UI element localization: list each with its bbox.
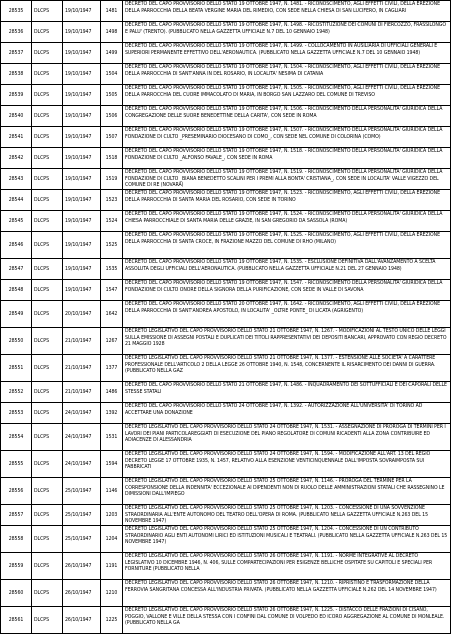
table-row [1,190,451,211]
act-description: DECRETO DEL CAPO PROVVISORIO DELLO STATO 21 OTTOBRE 1947, N. 1486. - INQUADRAMENTO DEI SOTTUFFICIALI E DEI CAPORALI DELLE STESSE STATALI [123,382,451,403]
act-type-code: DLCPS [32,478,63,505]
act-date: 26/10/1947 [63,553,101,580]
act-description: DECRETO LEGISLATIVO DEL CAPO PROVVISORIO DELLO STATO 26 OTTOBRE 1947, N. 1225. - DISTACCO DELLE FRAZIONI DI CISANO, POGGIO, VALLONE E VILLE DELLA STESSA CON I CONFINI DAL COMUNE DI VOLPEDO ED ICORO AGGREGAZIONE AL COMUNE DI MONLEALE. (PUBBLICATO NELLA GA [123,607,451,634]
act-description: DECRETO DEL CAPO PROVVISORIO DELLO STATO 19 OTTOBRE 1947, N. 1535. - ESCLUSIONE DEFINITIVA DALL'AVANZAMENTO A SCELTA ASSOLUTA DEGLI UFFICIALI DELL'AERONAUTICA. (PUBBLICATO NELLA GAZZETTA UFFICIALE N.21 DEL 27 GENNAIO 1948) [123,259,451,280]
act-date: 25/10/1947 [63,526,101,553]
act-number: 1519 [101,169,123,190]
act-type-code: DLCPS [32,259,63,280]
act-type-code: DLCPS [32,355,63,382]
act-type-code: DLCPS [32,424,63,451]
act-date: 24/10/1947 [63,403,101,424]
act-date: 19/10/1947 [63,43,101,64]
entry-number: 28551 [1,355,32,382]
act-number: 1547 [101,280,123,301]
act-number: 1594 [101,451,123,478]
table-row [1,424,451,451]
act-date: 25/10/1947 [63,478,101,505]
entry-number: 28558 [1,526,32,553]
act-description: DECRETO LEGISLATIVO DEL CAPO PROVVISORIO DELLO STATO 24 OTTOBRE 1947, N. 1594. - MODIFICAZIONE ALL'ART. 13 DEL REGIO DECRETO LEGGE 17 OTTOBRE 1935, N. 1457, RELATIVO ALLA ESENZIONE VENTICINQUENNALE DALL'IMPOSTA SOVRAIMPOSTA SUI FABBRICATI [123,451,451,478]
table-row [1,211,451,232]
act-number: 1505 [101,85,123,106]
act-date: 19/10/1947 [63,1,101,22]
act-type-code: DLCPS [32,607,63,634]
entry-number: 28550 [1,328,32,355]
act-date: 25/10/1947 [63,505,101,526]
act-number: 1525 [101,232,123,259]
entry-number: 28549 [1,301,32,328]
act-type-code: DLCPS [32,22,63,43]
entry-number: 28560 [1,580,32,607]
act-number: 1146 [101,478,123,505]
table-row [1,301,451,328]
table-row [1,328,451,355]
act-type-code: DLCPS [32,43,63,64]
act-date: 19/10/1947 [63,280,101,301]
act-description: DECRETO DEL CAPO PROVVISORIO DELLO STATO 19 OTTOBRE 1947, N. 1481. - RICONOSCIMENTO, AGLI EFFETTI CIVILI, DELLA EREZIONE DELLA PARROCCHIA DELLA BEATA VERGINE MARIA DEL RIMEDIO, CON SEDE NELLA CHIESA DI SAN LUCIFERO, IN CAGLIARI [123,1,451,22]
act-type-code: DLCPS [32,64,63,85]
entry-number: 28559 [1,553,32,580]
act-description: DECRETO LEGISLATIVO DEL CAPO PROVVISORIO DELLO STATO 25 OTTOBRE 1947, N. 1146. - PROROGA DEL TERMINE PER LA CORRESPONSIONE DELLA INDENNITA' ECCEZIONALE AI DIPENDENTI NON DI RUOLO DELLE AMMINISTRAZIONI STATALI CHE RASSEGNINO LE DIMISSIONI DALL'IMPIEGO [123,478,451,505]
act-number: 1210 [101,580,123,607]
act-description: DECRETO LEGISLATIVO DEL CAPO PROVVISORIO DELLO STATO 21 OTTOBRE 1947, N. 1377. - ESTENSIONE ALLE SOCIETA' A CARATTERE PROFESSIONALE DELL'ARTICOLO 2 DELLA LEGGE 26 OTTOBRE 1940, N. 1548, CONCERNENTE IL RISARCIMENTO DEI DANNI DI GUERRA. (PUBBLICATO NELLA GAZ [123,355,451,382]
act-number: 1507 [101,127,123,148]
act-number: 1504 [101,64,123,85]
act-description: DECRETO DEL CAPO PROVVISORIO DELLO STATO 19 OTTOBRE 1947, N. 1499. - COLLOCAMENTO IN AUSILIARIA DI UFFICIALI GENERALI E SUPERIORI PERMANENTE EFFETTIVO DELL'AERONAUTICA. (PUBBLICATO NELLA GAZZETTA UFFICIALE N.7 DEL 10 GENNAIO 1948) [123,43,451,64]
entry-number: 28557 [1,505,32,526]
entry-number: 28545 [1,211,32,232]
act-number: 1535 [101,259,123,280]
act-description: DECRETO DEL CAPO PROVVISORIO DELLO STATO 19 OTTOBRE 1947, N. 1504. - RICONOSCIMENTO, AGLI EFFETTI CIVILI, DELLA EREZIONE DELLA PARROCCHIA DI SANT'ANNA IN DEL ROSARIO, IN LOCALITA' NESIMA DI CATANIA [123,64,451,85]
act-description: DECRETO LEGISLATIVO DEL CAPO PROVVISORIO DELLO STATO 24 OTTOBRE 1947, N. 1531. - ASSEGNAZIONE DI PROROGA DI TERMINI PER I LAVORI DEI PIANI PARTICOLAREGGIATI DI ESECUZIONE DEL PIANO REGOLATORE DI COMUNI RICADENTI ALLA ZONA CONTRIBUIRE ED ADIACENZE DI ALESSANDRIA [123,424,451,451]
act-type-code: DLCPS [32,280,63,301]
act-number: 1392 [101,403,123,424]
table-row [1,382,451,403]
entry-number: 28537 [1,43,32,64]
act-type-code: DLCPS [32,382,63,403]
act-type-code: DLCPS [32,328,63,355]
entry-number: 28542 [1,148,32,169]
act-number: 1377 [101,355,123,382]
act-description: DECRETO DEL CAPO PROVVISORIO DELLO STATO 19 OTTOBRE 1947, N. 1498. - RICOSTITUZIONE DEI COMUNI DI FIERCOZZO, FRASSILONGO E PALU' (TRENTO). (PUBBLICATO NELLA GAZZETTA UFFICIALE N.7 DEL 10 GENNAIO 1948) [123,22,451,43]
table-row [1,232,451,259]
act-type-code: DLCPS [32,85,63,106]
act-type-code: DLCPS [32,580,63,607]
act-number: 1498 [101,22,123,43]
act-date: 19/10/1947 [63,148,101,169]
table-row [1,478,451,505]
entry-number: 28555 [1,451,32,478]
act-date: 20/10/1947 [63,301,101,328]
table-row [1,580,451,607]
act-description: DECRETO DEL CAPO PROVVISORIO DELLO STATO 19 OTTOBRE 1947, N. 1519. - RICONOSCIMENTO DELLA PERSONALITA' GIURIDICA DELLA FONDAZIONE DI CULTO _BIANA BENEDETTO SCALINI PER I PREMI ALLA BONTA' CRISTIANA_, CON SEDE IN LOCALITA' VALLE VIGEZZO DEL COMUNE DI RE (NOVARA) [123,169,451,190]
act-date: 19/10/1947 [63,169,101,190]
table-row [1,259,451,280]
act-number: 1642 [101,301,123,328]
table-row [1,127,451,148]
act-date: 26/10/1947 [63,607,101,634]
act-type-code: DLCPS [32,301,63,328]
entry-number: 28535 [1,1,32,22]
act-description: DECRETO DEL CAPO PROVVISORIO DELLO STATO 19 OTTOBRE 1947, N. 1505. - RICONOSCIMENTO, AGLI EFFETTI CIVILI, DELLA EREZIONE DELLA PARROCCHIA DEL CUORE IMMACOLATO DI MARIA, IN BORGO SAN LAZZARO DEL COMUNE DI TREVISO [123,85,451,106]
act-type-code: DLCPS [32,211,63,232]
table-row [1,526,451,553]
act-type-code: DLCPS [32,451,63,478]
act-number: 1506 [101,106,123,127]
act-type-code: DLCPS [32,169,63,190]
table-row [1,64,451,85]
act-date: 21/10/1947 [63,382,101,403]
act-description: DECRETO DEL CAPO PROVVISORIO DELLO STATO 19 OTTOBRE 1947, N. 1523. - RICONOSCIMENTO, AGLI EFFETTI CIVILI, DELLA EREZIONE DELLA PARROCCHIA DI SANTA MARIA DEL ROSARIO, CON SEDE IN TORINO [123,190,451,211]
act-number: 1524 [101,211,123,232]
act-number: 1486 [101,382,123,403]
entry-number: 28540 [1,106,32,127]
act-number: 1499 [101,43,123,64]
entry-number: 28561 [1,607,32,634]
act-date: 19/10/1947 [63,190,101,211]
act-date: 19/10/1947 [63,22,101,43]
entry-number: 28538 [1,64,32,85]
table-row [1,607,451,634]
act-type-code: DLCPS [32,403,63,424]
act-date: 19/10/1947 [63,85,101,106]
table-row [1,280,451,301]
entry-number: 28539 [1,85,32,106]
act-description: DECRETO DEL CAPO PROVVISORIO DELLO STATO 19 OTTOBRE 1947, N. 1507. - RICONOSCIMENTO DELLA PERSONALITA' GIURIDICA DELLA FONDAZIONE DI CULTO _PRESEMINARIO DIOCESANO DI COMO_, CON SEDE NEL COMUNE DI COLORINA (COMO) [123,127,451,148]
act-date: 19/10/1947 [63,127,101,148]
entry-number: 28546 [1,232,32,259]
act-description: DECRETO DEL CAPO PROVVISORIO DELLO STATO 19 OTTOBRE 1947, N. 1547. - RICONOSCIMENTO DELLA PERSONALITA' GIURIDICA DELLA FONDAZIONE DI CULTO ONORE DELLA SIGNORA DELLA PURIFICAZIONE, CON SEDE IN VALLE DI SAVONA [123,280,451,301]
table-row [1,355,451,382]
act-date: 19/10/1947 [63,106,101,127]
entry-number: 28544 [1,190,32,211]
act-type-code: DLCPS [32,127,63,148]
act-number: 1191 [101,553,123,580]
entry-number: 28536 [1,22,32,43]
act-date: 26/10/1947 [63,580,101,607]
act-date: 21/10/1947 [63,328,101,355]
entry-number: 28543 [1,169,32,190]
act-description: DECRETO LEGISLATIVO DEL CAPO PROVVISORIO DELLO STATO 25 OTTOBRE 1947, N. 1203. - CONCESSIONE DI UNA SOVVENZIONE STRAORDINARIA ALL'ENTE AUTONOMO DEL TEATRO DELL'OPERA DI ROMA. (PUBBLICATO NELLA GAZZETTA UFFICIALE N.263 DEL 15 NOVEMBRE 1947) [123,505,451,526]
table-row [1,22,451,43]
entry-number: 28554 [1,424,32,451]
table-row [1,505,451,526]
table-row [1,43,451,64]
act-date: 19/10/1947 [63,64,101,85]
act-number: 1481 [101,1,123,22]
entry-number: 28556 [1,478,32,505]
act-description: DECRETO DEL CAPO PROVVISORIO DELLO STATO 19 OTTOBRE 1947, N. 1525. - RICONOSCIMENTO, AGLI EFFETTI CIVILI, DELLA EREZIONE DELLA PARROCCHIA DI SANTA CROCE, IN FRAZIONE MAZZO DEL COMUNE DI RHO (MILANO) [123,232,451,259]
act-number: 1523 [101,190,123,211]
act-description: DECRETO LEGISLATIVO DEL CAPO PROVVISORIO DELLO STATO 21 OTTOBRE 1947, N. 1267. - MODIFICAZIONI AL TESTO UNICO DELLE LEGGI SULLA EMISSIONE DI ASSEGNI POSTALI E DUPLICATI DEI TITOLI RAPPRESENTATIVI DEI DEPOSITI BANCARI, APPROVATO CON REGIO DECRETO 21 MAGGIO 1928 [123,328,451,355]
act-type-code: DLCPS [32,148,63,169]
act-date: 19/10/1947 [63,211,101,232]
act-description: DECRETO DEL CAPO PROVVISORIO DELLO STATO 19 OTTOBRE 1947, N. 1518. - RICONOSCIMENTO DELLA PERSONALITA' GIURIDICA DELLA FONDAZIONE DI CULTO _ALFONSO FAVALE_, CON SEDE IN ROMA [123,148,451,169]
table-row [1,553,451,580]
act-description: DECRETO DEL CAPO PROVVISORIO DELLO STATO 19 OTTOBRE 1947, N. 1506. - RICONOSCIMENTO DELLA PERSONALITA' GIURIDICA DELLA CONGREGAZIONE DELLE SUORE BENEDETTINE DELLA CARITA', CON SEDE IN ROMA [123,106,451,127]
act-type-code: DLCPS [32,106,63,127]
act-number: 1518 [101,148,123,169]
table-row [1,403,451,424]
table-row [1,169,451,190]
register-rows [1,1,451,634]
entry-number: 28547 [1,259,32,280]
act-number: 1225 [101,607,123,634]
act-type-code: DLCPS [32,526,63,553]
act-date: 21/10/1947 [63,355,101,382]
entry-number: 28553 [1,403,32,424]
act-type-code: DLCPS [32,190,63,211]
act-type-code: DLCPS [32,232,63,259]
act-description: DECRETO DEL CAPO PROVVISORIO DELLO STATO 20 OTTOBRE 1947, N. 1642. - RICONOSCIMENTO, AGLI EFFETTI CIVILI, DELLA EREZIONE DELLA PARROCCHIA DI SANT'ANDREA APOSTOLO, IN LOCALITA' _OLTRE PONTE_ DI LICATA (AGRIGENTO) [123,301,451,328]
table-row [1,148,451,169]
act-description: DECRETO LEGISLATIVO DEL CAPO PROVVISORIO DELLO STATO 25 OTTOBRE 1947, N. 1204. - CONCESSIONE DI UN CONTRIBUTO STRAORDINARIO AGLI ENTI AUTONOMI LIRICI ED ISTITUZIONI MUSICALI E TEATRALI. (PUBBLICATO NELLA GAZZETTA UFFICIALE N.263 DEL 15 NOVEMBRE 1947) [123,526,451,553]
act-number: 1531 [101,424,123,451]
act-type-code: DLCPS [32,505,63,526]
act-date: 24/10/1947 [63,451,101,478]
table-row [1,106,451,127]
act-description: DECRETO DEL CAPO PROVVISORIO DELLO STATO 19 OTTOBRE 1947, N. 1524. - RICONOSCIMENTO DELLA PERSONALITA' GIURIDICA DELLA CHIESA PARROCCHIALE DI SANTA MARIA DELLE GRAZIE, IN SAN GREGORIO DA SASSOLA (ROMA) [123,211,451,232]
act-number: 1203 [101,505,123,526]
table-row [1,85,451,106]
act-description: DECRETO LEGISLATIVO DEL CAPO PROVVISORIO DELLO STATO 26 OTTOBRE 1947, N. 1210. - RIPRISTINO E TRASFORMAZIONE DELLA FERROVIA SANGRITANA CONCESSA ALL'INDUSTRIA PRIVATA. (PUBBLICATO NELLA GAZZETTA UFFICIALE N.262 DEL 14 NOVEMBRE 1947) [123,580,451,607]
act-description: DECRETO LEGISLATIVO DEL CAPO PROVVISORIO DELLO STATO 26 OTTOBRE 1947, N. 1191. - NORME INTEGRATIVE AL DECRETO LEGISLATIVO 10 DICEMBRE 1946, N. 406, SULLE COMPARTECIPAZIONI PER ESIGENZE BELLICHE OSPITATE SU CAPITOLI E SPECIALI PER FORNITURE (PUBBLICATO NELLA [123,553,451,580]
entry-number: 28541 [1,127,32,148]
act-date: 19/10/1947 [63,259,101,280]
act-type-code: DLCPS [32,553,63,580]
act-type-code: DLCPS [32,1,63,22]
entry-number: 28548 [1,280,32,301]
act-number: 1204 [101,526,123,553]
act-description: DECRETO DEL CAPO PROVVISORIO DELLO STATO 24 OTTOBRE 1947, N. 1392. - AUTORIZZAZIONE ALL'UNIVERSITA' DI TORINO AD ACCETTARE UNA DONAZIONE [123,403,451,424]
table-row [1,1,451,22]
act-number: 1267 [101,328,123,355]
act-date: 24/10/1947 [63,424,101,451]
table-row [1,451,451,478]
entry-number: 28552 [1,382,32,403]
act-date: 19/10/1947 [63,232,101,259]
